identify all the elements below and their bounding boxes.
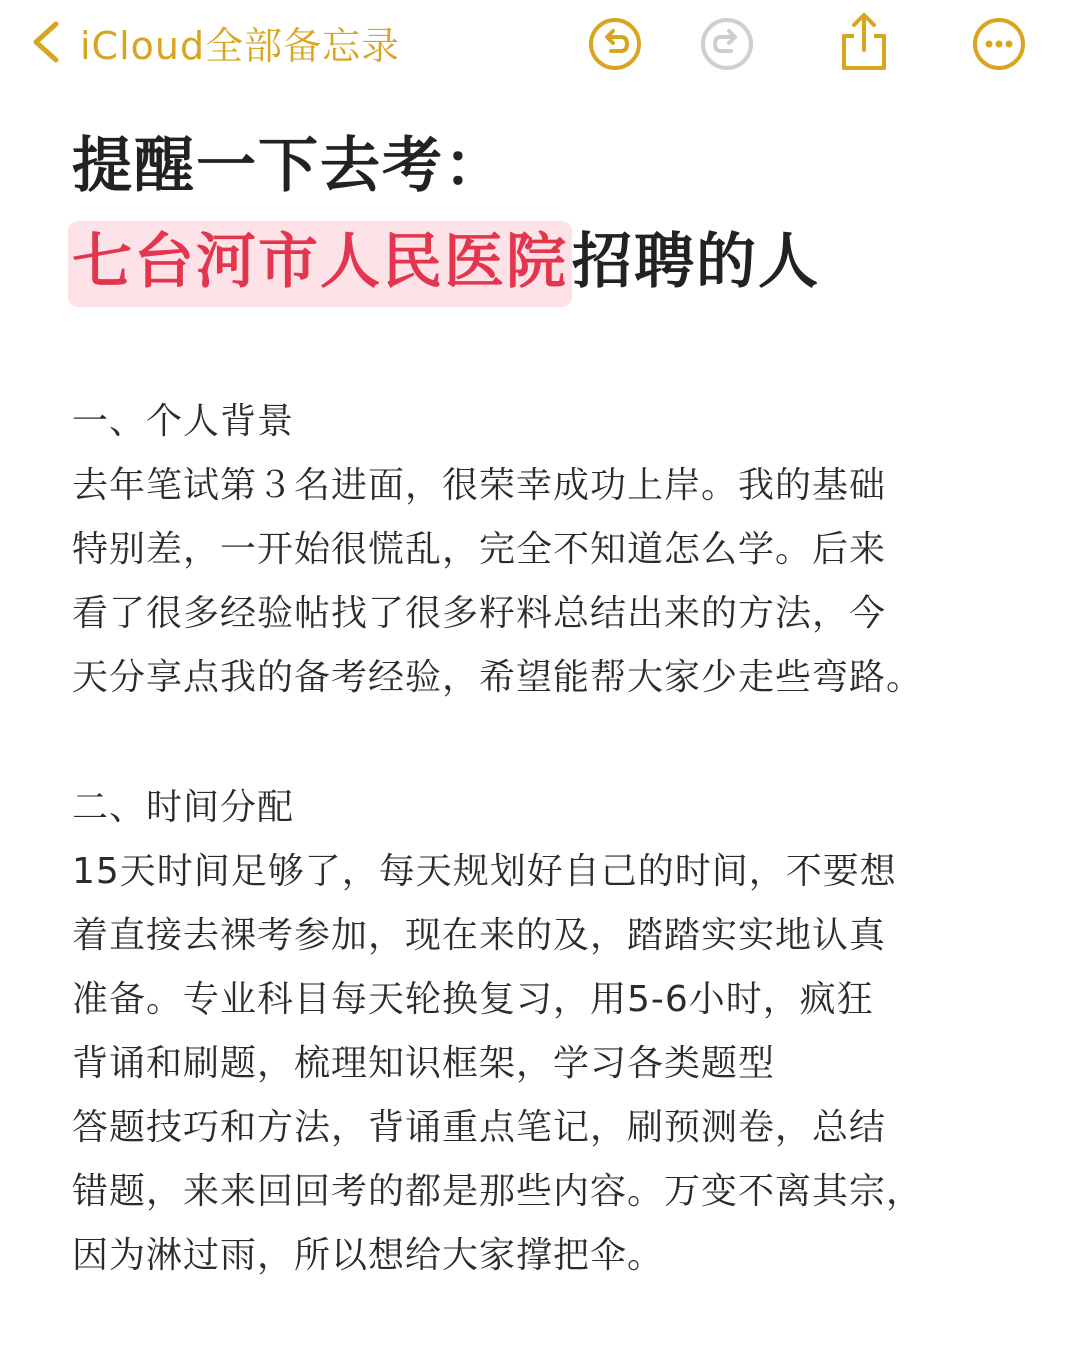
section-body: 15天时间足够了，每天规划好自己的时间，不要想 着直接去裸考参加，现在来的及，踏踏实实地认真 准备。专业科目每天轮换复习，用5-6小时，疯狂 背诵和刷题，梳理知识框架，学习各类题型 答题技巧和方法，背诵重点笔记，刷预测卷，总结 错题，来来回回考的都是那些内容。万变不离其宗， 因为淋过雨，所以想给大家撑把伞。 [72, 851, 924, 1276]
section-body: 去年笔试第３名进面，很荣幸成功上岸。我的基础 特别差，一开始很慌乱，完全不知道怎么学。后来 看了很多经验帖找了很多籽料总结出来的方法，今 天分享点我的备考经验，希望能帮大家少走些弯路。 [72, 465, 924, 698]
note-title-line-2 [72, 214, 1032, 310]
share-icon [836, 10, 892, 74]
more-icon [971, 16, 1027, 72]
section-personal-background [72, 390, 1032, 710]
back-label: iCloud全部备忘录 [80, 23, 401, 68]
section-time-allocation [72, 776, 1032, 1288]
share-button[interactable] [836, 10, 892, 74]
undo-button[interactable] [587, 16, 643, 72]
chevron-left-icon [30, 20, 62, 64]
section-heading: 二、时间分配 [72, 787, 295, 828]
more-button[interactable] [971, 16, 1027, 72]
note-title-line-1: 提醒一下去考： [72, 131, 506, 201]
title-rest: 招聘的人 [572, 227, 820, 297]
undo-icon [587, 16, 643, 72]
highlighted-hospital-name: 七台河市人民医院 [68, 221, 572, 307]
note-content[interactable] [72, 118, 1032, 1288]
back-button[interactable] [30, 14, 400, 70]
section-heading: 一、个人背景 [72, 401, 295, 442]
redo-button[interactable] [699, 16, 755, 72]
navigation-bar [0, 0, 1080, 88]
redo-icon [699, 16, 755, 72]
